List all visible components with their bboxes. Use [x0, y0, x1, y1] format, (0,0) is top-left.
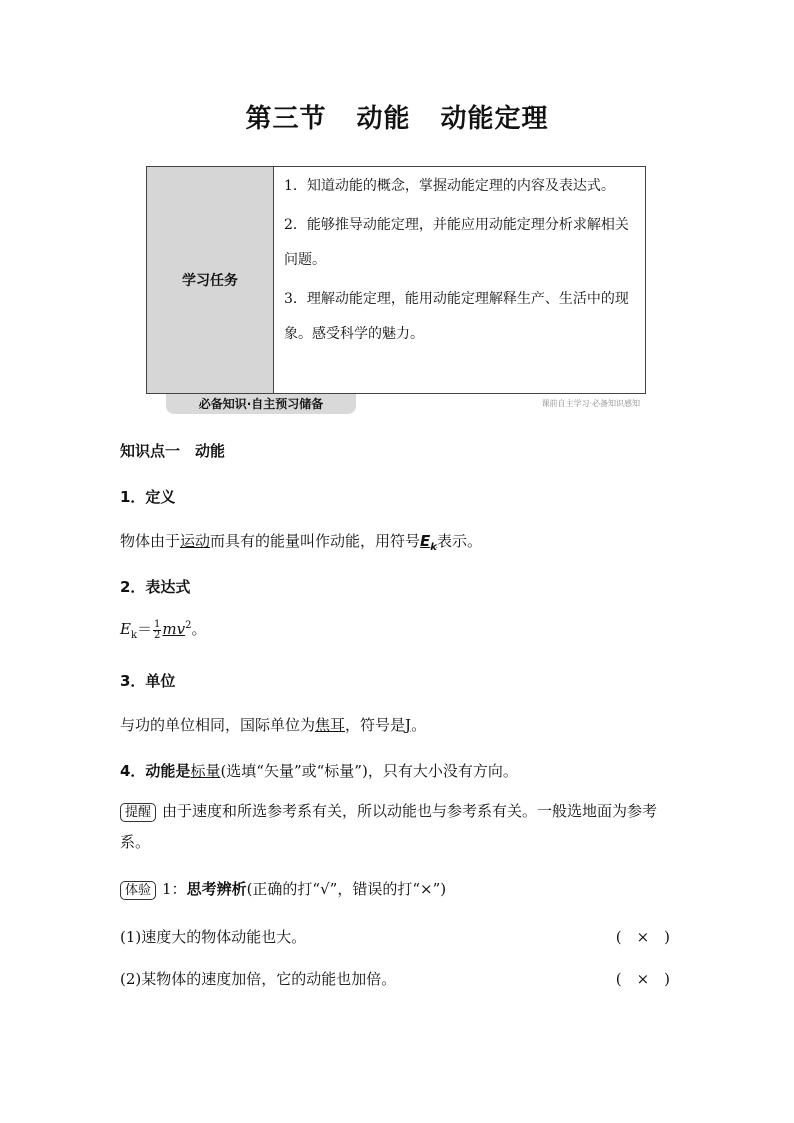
learning-tasks-table — [146, 166, 646, 394]
experience-heading: 体验 1：思考辨析(正确的打“√”，错误的打“×”) — [120, 878, 446, 900]
banner-right-text: 课前自主学习·必备知识感知 — [541, 399, 640, 408]
unit-text: 与功的单位相同，国际单位为焦耳，符号是J。 — [120, 716, 427, 734]
task-item: 2．能够推导动能定理，并能应用动能定理分析求解相关问题。 — [284, 217, 629, 268]
fraction: $\frac{1}{2}$ — [154, 618, 161, 641]
question-item: (2)某物体的速度加倍，它的动能也加倍。 — [120, 970, 397, 988]
point-heading: 3．单位 — [120, 672, 176, 690]
answer-blank: 标量 — [190, 762, 221, 780]
answer-blank: 运动 — [180, 532, 211, 550]
banner-label: 必备知识·自主预习储备 — [166, 394, 356, 414]
learning-tasks-list — [274, 167, 645, 393]
answer-blank: mv — [162, 620, 186, 638]
section-heading: 知识点一 动能 — [120, 442, 226, 460]
scalar-text: 4．动能是标量(选填“矢量”或“标量”)，只有大小没有方向。 — [120, 762, 518, 780]
title-topic: 动能 — [356, 104, 411, 134]
question-answer: ( × ) — [615, 928, 670, 946]
point-heading: 2．表达式 — [120, 578, 191, 596]
title-subtopic: 动能定理 — [440, 104, 549, 134]
title-section: 第三节 — [245, 104, 327, 134]
reminder-tag: 提醒 — [120, 803, 156, 822]
page-title — [0, 98, 794, 135]
question-item: (1)速度大的物体动能也大。 — [120, 928, 307, 946]
reminder-note: 提醒 由于速度和所选参考系有关，所以动能也与参考系有关。一般选地面为参考系。 — [120, 802, 658, 851]
point-heading: 1．定义 — [120, 488, 176, 506]
question-answer: ( × ) — [615, 970, 670, 988]
answer-blank: $E_k$ — [420, 532, 437, 553]
learning-tasks-header: 学习任务 — [147, 167, 274, 393]
task-item: 1．知道动能的概念，掌握动能定理的内容及表达式。 — [284, 178, 615, 194]
section-banner — [146, 394, 646, 416]
experience-tag: 体验 — [120, 881, 156, 900]
answer-blank: J — [405, 716, 412, 734]
formula: $E_k=$ $\frac{1}{2}mv^2$。 — [120, 618, 207, 641]
definition-text: 物体由于运动而具有的能量叫作动能，用符号$E_k$表示。 — [120, 532, 482, 553]
task-item: 3．理解动能定理，能用动能定理解释生产、生活中的现象。感受科学的魅力。 — [284, 291, 629, 342]
answer-blank: 焦耳 — [315, 716, 346, 734]
